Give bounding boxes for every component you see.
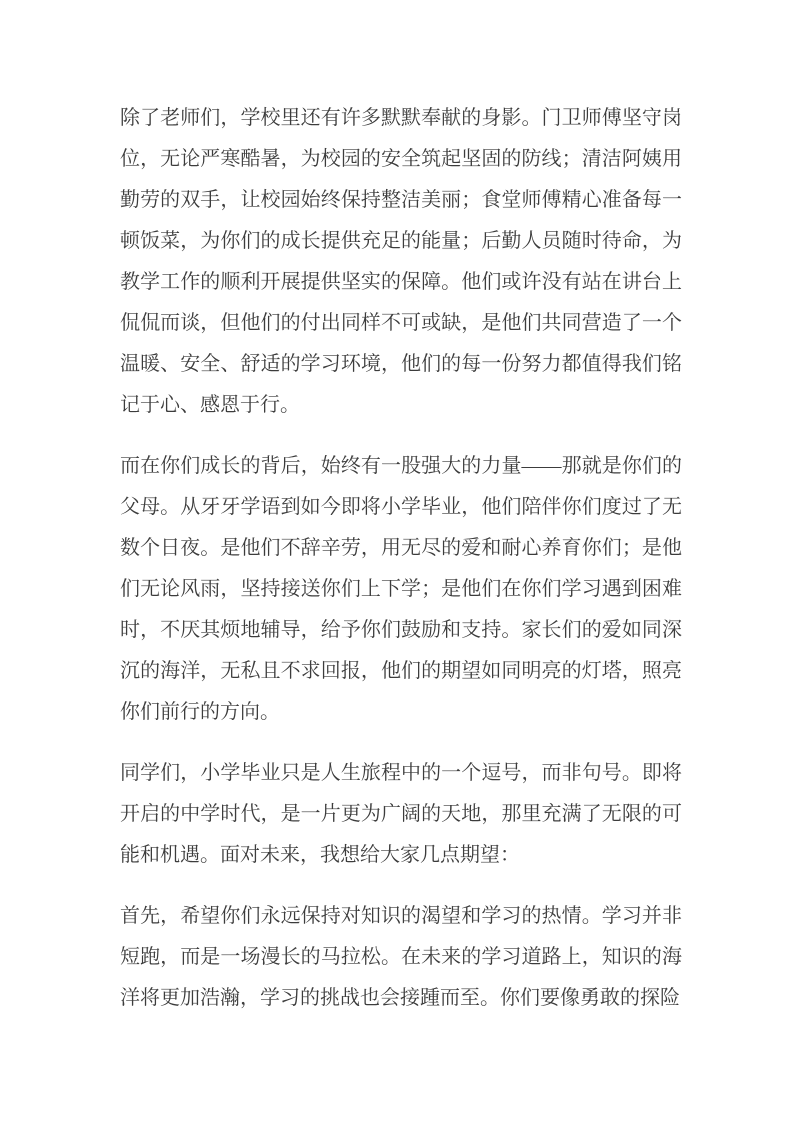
paragraph-school-staff: 除了老师们，学校里还有许多默默奉献的身影。门卫师傅坚守岗位，无论严寒酷暑，为校园的安全筑起坚固的防线；清洁阿姨用勤劳的双手，让校园始终保持整洁美丽；食堂师傅精心准备每一顿饭菜，为你们的成长提供充足的能量；后勤人员随时待命，为教学工作的顺利开展提供坚实的保障。他们或许没有站在讲台上侃侃而谈，但他们的付出同样不可或缺，是他们共同营造了一个温暖、安全、舒适的学习环境，他们的每一份努力都值得我们铭记于心、感恩于行。	[120, 107, 682, 416]
paragraph-parents: 而在你们成长的背后，始终有一股强大的力量——那就是你们的父母。从牙牙学语到如今即将小学毕业，他们陪伴你们度过了无数个日夜。是他们不辞辛劳，用无尽的爱和耐心养育你们；是他们无论风雨，坚持接送你们上下学；是他们在你们学习遇到困难时，不厌其烦地辅导，给予你们鼓励和支持。家长们的爱如同深沉的海洋，无私且不求回报，他们的期望如同明亮的灯塔，照亮你们前行的方向。	[120, 455, 682, 723]
paragraph-hope-learning: 首先，希望你们永远保持对知识的渴望和学习的热情。学习并非短跑，而是一场漫长的马拉松。在未来的学习道路上，知识的海洋将更加浩瀚，学习的挑战也会接踵而至。你们要像勇敢的探险	[120, 905, 682, 1009]
document-text-body	[120, 98, 682, 1039]
paragraph-graduation-comma: 同学们，小学毕业只是人生旅程中的一个逗号，而非句号。即将开启的中学时代，是一片更为广阔的天地，那里充满了无限的可能和机遇。面对未来，我想给大家几点期望：	[120, 762, 682, 866]
